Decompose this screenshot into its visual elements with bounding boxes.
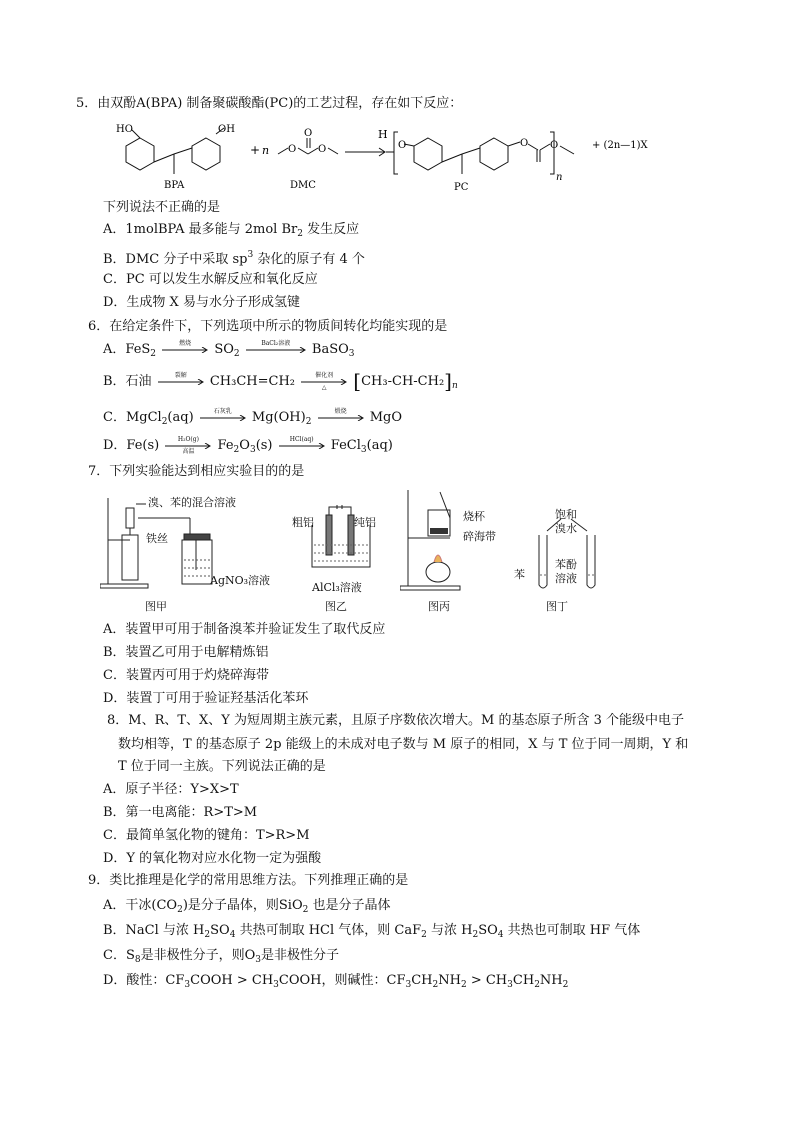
arrow-icon: 催化剂 △ (301, 375, 347, 389)
dmc-o3: O (318, 144, 327, 155)
q7-option-a[interactable]: A．装置甲可用于制备溴苯并验证发生了取代反应 (103, 622, 386, 637)
q8-option-d[interactable]: D．Y 的氧化物对应水化物一定为强酸 (103, 851, 322, 866)
q7-option-c[interactable]: C．装置丙可用于灼烧碎海带 (103, 668, 269, 683)
ho-label: HO (116, 124, 133, 135)
n-coefficient: n (262, 144, 270, 157)
q9-stem: 9．类比推理是化学的常用思维方法。下列推理正确的是 (88, 873, 409, 888)
label-agno3: AgNO₃溶液 (210, 574, 271, 587)
label-sat-bromine: 饱和 (555, 508, 577, 521)
label-mix-solution: 溴、苯的混合溶液 (148, 496, 236, 509)
label-phenol-2: 溶液 (555, 572, 577, 585)
q5-reaction-figure (100, 118, 700, 198)
q8-option-c[interactable]: C．最简单氢化物的键角：T>R>M (103, 828, 310, 843)
x-byproduct: + (2n—1)X (592, 140, 648, 151)
label-pure-al: 纯铝 (354, 516, 376, 529)
q8-stem-2: 数均相等，T 的基态原子 2p 能级上的未成对电子数与 M 原子的相同，X 与 T 位于同一周期，Y 和 (118, 737, 689, 752)
q8-option-a[interactable]: A．原子半径：Y>X>T (103, 782, 239, 797)
pc-h-label: H (378, 128, 388, 141)
q9-option-d[interactable]: D．酸性：$CF_3COOH$ > $CH_3COOH$，则碱性：$CF_3CH_2NH_2 > CH_3CH_2NH_2$ (103, 973, 569, 990)
q6-option-d[interactable]: D．Fe(s) H₂O(g) 高温 $Fe_2O_3(s)$ HCl(aq) FeCl$_3$(aq) (103, 435, 393, 455)
caption-ding: 图丁 (546, 600, 568, 613)
q6-option-b[interactable]: B．石油 裂解 CH₃CH=CH₂ 催化剂 △ $[CH_3-CH-CH_2]_n$ (103, 369, 458, 393)
q8-option-b[interactable]: B．第一电离能：R>T>M (103, 805, 258, 820)
pc-n-label: n (556, 172, 563, 183)
dmc-label: DMC (290, 180, 316, 191)
pc-o1: O (398, 140, 407, 151)
label-crude-al: 粗铝 (292, 516, 314, 529)
arrow-icon: H₂O(g) 高温 (165, 439, 211, 453)
q7-option-d[interactable]: D．装置丁可用于验证羟基活化苯环 (103, 691, 309, 706)
label-beaker: 烧杯 (463, 510, 485, 523)
arrow-icon: 石灰乳 (200, 411, 246, 425)
apparatus-bing (400, 488, 470, 593)
caption-jia: 图甲 (145, 600, 167, 613)
arrow-icon: 燃烧 (162, 343, 208, 357)
plus-sign: + (250, 143, 261, 157)
arrow-icon: 裂解 (158, 375, 204, 389)
q6-stem: 6．在给定条件下，下列选项中所示的物质间转化均能实现的是 (88, 319, 448, 334)
label-benzene: 苯 (514, 568, 525, 581)
q5-option-d[interactable]: D．生成物 X 易与水分子形成氢键 (103, 295, 300, 310)
label-iron-wire: 铁丝 (146, 532, 168, 545)
pc-o2: O (520, 138, 529, 149)
caption-yi: 图乙 (325, 600, 347, 613)
bpa-label: BPA (164, 180, 185, 191)
q9-option-c[interactable]: C．$S_8$是非极性分子，则$O_3$是非极性分子 (103, 948, 340, 965)
pc-o3: O (550, 140, 559, 151)
dmc-o2: O (304, 128, 313, 139)
q8-stem-3: T 位于同一主族。下列说法正确的是 (118, 759, 326, 774)
q6-option-a[interactable]: A．FeS$_2$ 燃烧 $SO_2$ BaCl₂溶液 BaSO$_3$ (103, 339, 355, 359)
label-seaweed: 碎海带 (463, 530, 496, 543)
q7-option-b[interactable]: B．装置乙可用于电解精炼铝 (103, 645, 269, 660)
pc-label: PC (454, 182, 469, 193)
q5-prompt: 下列说法不正确的是 (103, 200, 221, 215)
arrow-icon: HCl(aq) (279, 439, 325, 453)
arrow-icon: 煅烧 (318, 411, 364, 425)
q8-stem-1: 8．M、R、T、X、Y 为短周期主族元素，且原子序数依次增大。M 的基态原子所含 3 个能级中电子 (107, 713, 684, 728)
q5-option-a[interactable]: A．1molBPA 最多能与 2mol $Br_2$ 发生反应 (103, 222, 360, 239)
q5-stem: 5．由双酚A(BPA) 制备聚碳酸酯(PC)的工艺过程，存在如下反应： (76, 96, 463, 111)
q9-option-a[interactable]: A．干冰$(CO_2)$是分子晶体，则SiO$_2$ 也是分子晶体 (103, 898, 391, 915)
q5-option-c[interactable]: C．PC 可以发生水解反应和氧化反应 (103, 272, 318, 287)
label-alcl3: AlCl₃溶液 (312, 581, 362, 594)
dmc-o1: O (288, 144, 297, 155)
q5-option-b[interactable]: B．DMC 分子中采取 $sp^3$ 杂化的原子有 4 个 (103, 250, 365, 267)
label-sat-bromine-2: 溴水 (555, 522, 577, 535)
label-phenol: 苯酚 (555, 558, 577, 571)
arrow-icon: BaCl₂溶液 (246, 343, 306, 357)
q7-stem: 7．下列实验能达到相应实验目的的是 (88, 464, 305, 479)
q9-option-b[interactable]: B．NaCl 与浓 $H_2SO_4$ 共热可制取 HCl 气体，则 CaF$_2$ 与浓 $H_2SO_4$ 共热也可制取 HF 气体 (103, 923, 641, 940)
oh-label: OH (218, 124, 235, 135)
caption-bing: 图丙 (428, 600, 450, 613)
q6-option-c[interactable]: C．MgCl$_2$(aq) 石灰乳 $Mg(OH)_2$ 煅烧 MgO (103, 407, 403, 427)
